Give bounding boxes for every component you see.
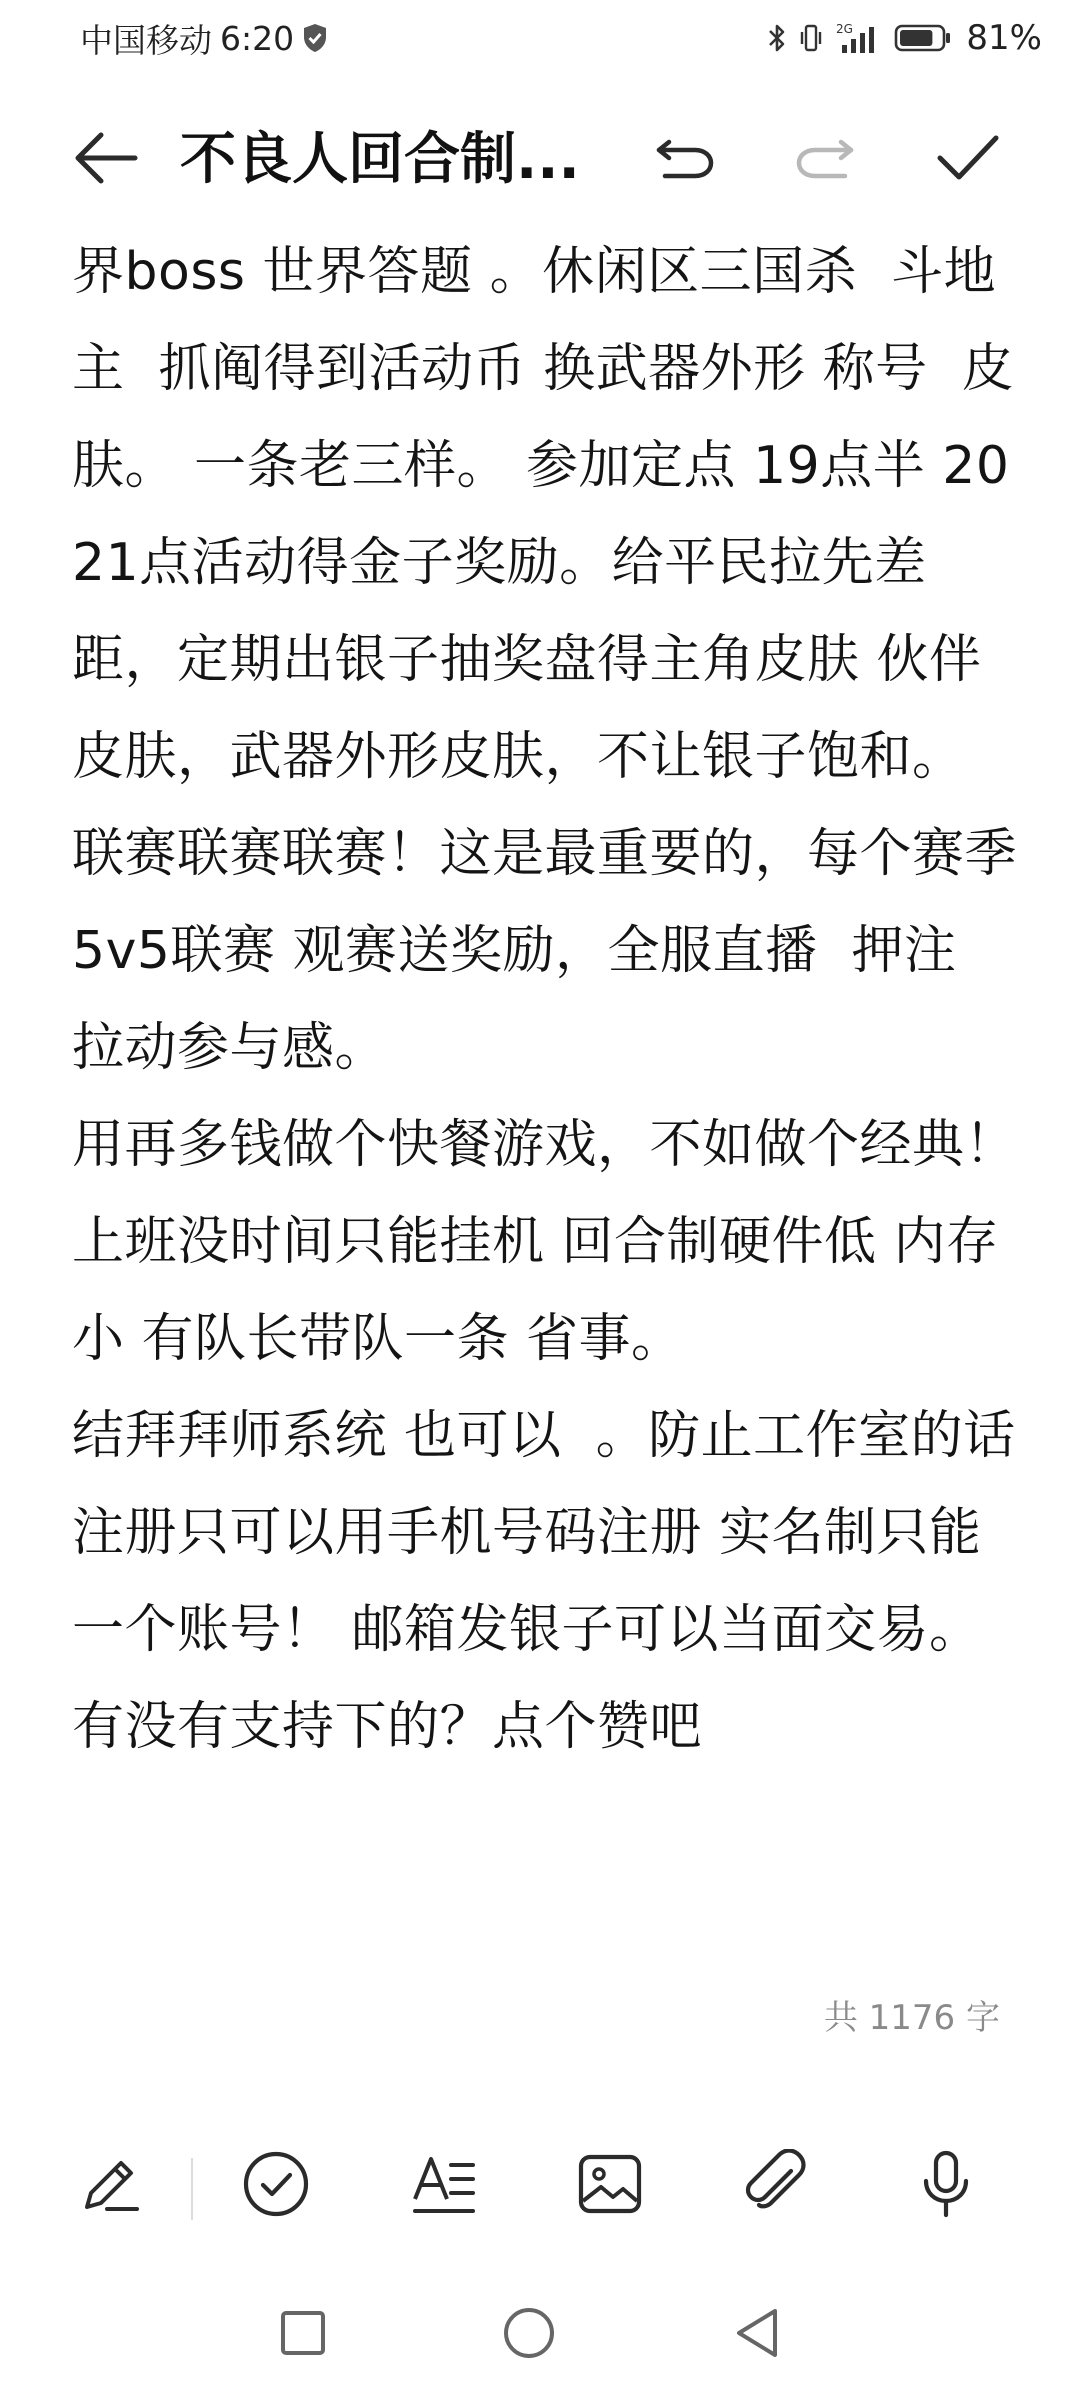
word-count: 共 1176 字 [823,1998,1000,2038]
title-bar [0,100,1080,220]
handwriting-button[interactable] [62,2138,158,2234]
note-paragraph: 联赛联赛联赛！这是最重要的，每个赛季5v5联赛 观赛送奖励，全服直播 押注 拉动参与感。 [72,824,1018,1078]
image-icon [575,2151,645,2221]
carrier-name: 中国移动 [80,20,212,60]
microphone-icon [916,2149,976,2223]
note-paragraph: 结拜拜师系统 也可以 。防止工作室的话 注册只可以用手机号码注册 实名制只能一个账号！ 邮箱发银子可以当面交易。 有没有支持下的？点个赞吧 [72,1406,1050,1757]
home-circle-icon [501,2305,557,2365]
pen-icon [77,2151,143,2221]
back-triangle-icon [731,2305,783,2365]
back-nav-button[interactable] [712,2290,802,2380]
voice-input-button[interactable] [898,2138,994,2234]
note-paragraph: 界boss 世界答题 。休闲区三国杀 斗地主 抓阄得到活动币 换武器外形 称号 皮肤。 一条老三样。 参加定点 19点半 20 21点活动得金子奖励。给平民拉先差距，定期出银子抽奖盘得主角皮肤 伙伴皮肤，武器外形皮肤，不让银子饱和。 [72,242,1044,787]
toolbar-divider [191,2158,193,2220]
back-button[interactable] [58,112,154,208]
redo-icon [793,130,859,190]
bluetooth-icon [768,22,786,54]
note-paragraph: 用再多钱做个快餐游戏，不如做个经典！上班没时间只能挂机 回合制硬件低 内存小 有队长带队一条 省事。 [72,1115,1018,1369]
status-right [768,18,1042,58]
attachment-button[interactable] [728,2138,824,2234]
vibrate-icon [800,22,822,54]
battery-icon [894,23,952,53]
text-format-button[interactable] [396,2138,492,2234]
editor-toolbar [0,2120,1080,2250]
done-button[interactable] [920,112,1016,208]
recent-apps-button[interactable] [258,2290,348,2380]
recent-apps-square-icon [278,2308,328,2362]
battery-percent: 81% [966,18,1042,58]
attachment-icon [741,2149,811,2223]
status-bar [0,0,1080,76]
undo-icon [651,130,717,190]
status-left [80,15,328,62]
shield-check-icon [302,23,328,53]
network-type-label: 2G [836,22,854,36]
checklist-icon [241,2149,311,2223]
text-format-icon [409,2151,479,2221]
checkmark-icon [935,130,1001,190]
home-button[interactable] [484,2290,574,2380]
note-title[interactable]: 不良人回合制... [180,127,580,192]
note-body-editor[interactable] [72,224,1050,1776]
checklist-button[interactable] [228,2138,324,2234]
signal-icon [836,21,880,55]
status-time: 6:20 [220,18,295,58]
back-arrow-icon [73,130,139,190]
system-nav-bar [0,2280,1080,2390]
undo-button[interactable] [636,112,732,208]
redo-button[interactable] [778,112,874,208]
insert-image-button[interactable] [562,2138,658,2234]
